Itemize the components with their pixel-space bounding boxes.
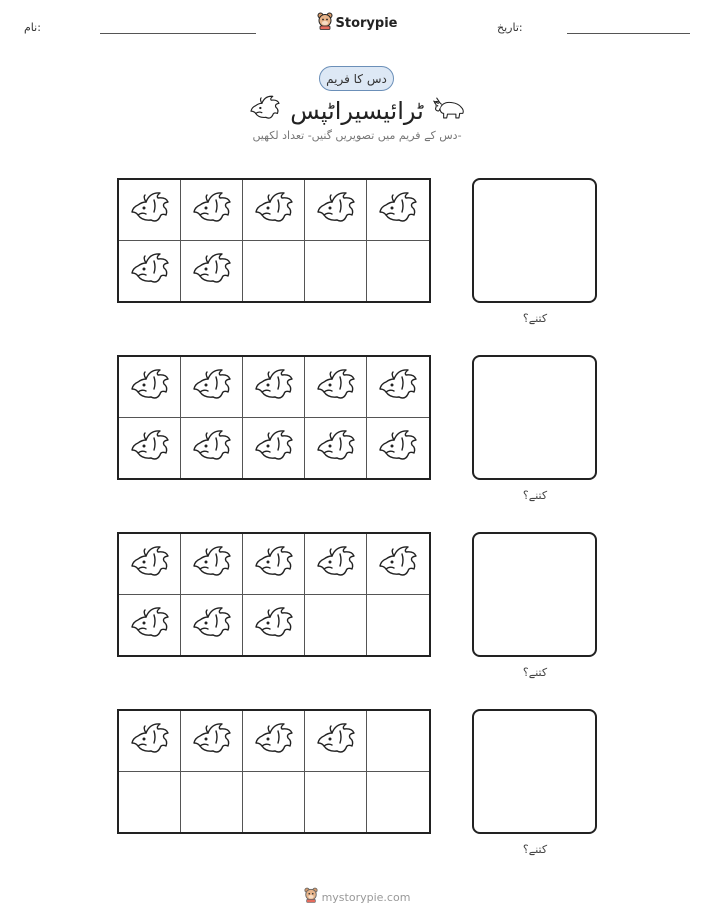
triceratops-icon: [432, 95, 466, 125]
frame-cell: [119, 595, 181, 656]
triceratops-head-icon: [192, 251, 232, 291]
triceratops-head-icon: [254, 367, 294, 407]
how-many-label-2: کتنے؟: [522, 489, 548, 502]
triceratops-head-icon: [130, 367, 170, 407]
frame-cell: [181, 772, 243, 833]
triceratops-head-icon: [130, 190, 170, 230]
frame-cell: [119, 418, 181, 479]
frame-cell: [367, 534, 429, 595]
frame-cell: [367, 357, 429, 418]
frame-cell: [119, 241, 181, 302]
how-many-label-1: کتنے؟: [522, 312, 548, 325]
frame-cell: [119, 180, 181, 241]
triceratops-head-icon: [254, 190, 294, 230]
frame-cell: [119, 357, 181, 418]
triceratops-head-icon: [192, 367, 232, 407]
bear-mascot-icon: [304, 887, 318, 907]
triceratops-head-icon: [316, 544, 356, 584]
frame-cell: [119, 711, 181, 772]
triceratops-head-icon: [192, 428, 232, 468]
frame-cell: [243, 180, 305, 241]
frame-cell: [181, 534, 243, 595]
date-label: تاریخ:: [497, 21, 523, 34]
triceratops-head-icon: [378, 428, 418, 468]
bear-mascot-icon: [317, 12, 333, 34]
frame-cell: [367, 180, 429, 241]
triceratops-head-icon: [192, 190, 232, 230]
frame-cell: [305, 595, 367, 656]
ten-frame-badge: دس کا فریم: [319, 66, 394, 91]
frame-cell: [305, 357, 367, 418]
frame-cell: [305, 241, 367, 302]
frame-cell: [305, 180, 367, 241]
frame-cell: [367, 241, 429, 302]
triceratops-head-icon: [316, 428, 356, 468]
frame-cell: [181, 711, 243, 772]
how-many-label-4: کتنے؟: [522, 843, 548, 856]
triceratops-head-icon: [130, 605, 170, 645]
frame-cell: [119, 534, 181, 595]
triceratops-head-icon: [378, 190, 418, 230]
triceratops-head-icon: [192, 544, 232, 584]
footer: [0, 887, 714, 907]
triceratops-head-icon: [254, 605, 294, 645]
footer-url: mystorypie.com: [321, 890, 411, 904]
triceratops-head-icon: [316, 190, 356, 230]
page-title: ٹرائیسیراٹپس: [290, 97, 424, 125]
triceratops-head-icon: [130, 251, 170, 291]
triceratops-head-icon: [130, 428, 170, 468]
frame-cell: [367, 595, 429, 656]
ten-frame-3: [117, 532, 431, 657]
frame-cell: [181, 595, 243, 656]
frame-cell: [181, 241, 243, 302]
brand-name: Storypie: [335, 15, 398, 31]
frame-cell: [367, 711, 429, 772]
frame-cell: [367, 418, 429, 479]
answer-box-2[interactable]: [472, 355, 597, 480]
how-many-label-3: کتنے؟: [522, 666, 548, 679]
frame-cell: [181, 180, 243, 241]
frame-cell: [243, 418, 305, 479]
frame-cell: [119, 772, 181, 833]
frame-cell: [243, 772, 305, 833]
answer-box-1[interactable]: [472, 178, 597, 303]
triceratops-head-icon: [130, 544, 170, 584]
frame-cell: [305, 418, 367, 479]
answer-box-4[interactable]: [472, 709, 597, 834]
triceratops-head-icon: [254, 428, 294, 468]
triceratops-head-icon: [316, 721, 356, 761]
answer-box-3[interactable]: [472, 532, 597, 657]
triceratops-head-icon: [192, 605, 232, 645]
frame-cell: [243, 241, 305, 302]
frame-cell: [243, 711, 305, 772]
frame-cell: [181, 357, 243, 418]
frame-cell: [305, 772, 367, 833]
triceratops-head-icon: [130, 721, 170, 761]
frame-cell: [305, 711, 367, 772]
frame-cell: [367, 772, 429, 833]
triceratops-head-icon: [316, 367, 356, 407]
name-label: نام:: [24, 21, 41, 34]
frame-cell: [243, 357, 305, 418]
frame-cell: [243, 595, 305, 656]
frame-cell: [243, 534, 305, 595]
frame-cell: [181, 418, 243, 479]
triceratops-head-icon: [378, 544, 418, 584]
ten-frame-2: [117, 355, 431, 480]
ten-frame-4: [117, 709, 431, 834]
ten-frame-1: [117, 178, 431, 303]
triceratops-head-icon: [254, 544, 294, 584]
brand-logo: [0, 12, 714, 34]
triceratops-head-icon: [378, 367, 418, 407]
triceratops-head-icon: [192, 721, 232, 761]
frame-cell: [305, 534, 367, 595]
triceratops-head-icon: [254, 721, 294, 761]
instructions: دس کے فریم میں تصویریں گنیں- تعداد لکھیں-: [252, 129, 462, 142]
